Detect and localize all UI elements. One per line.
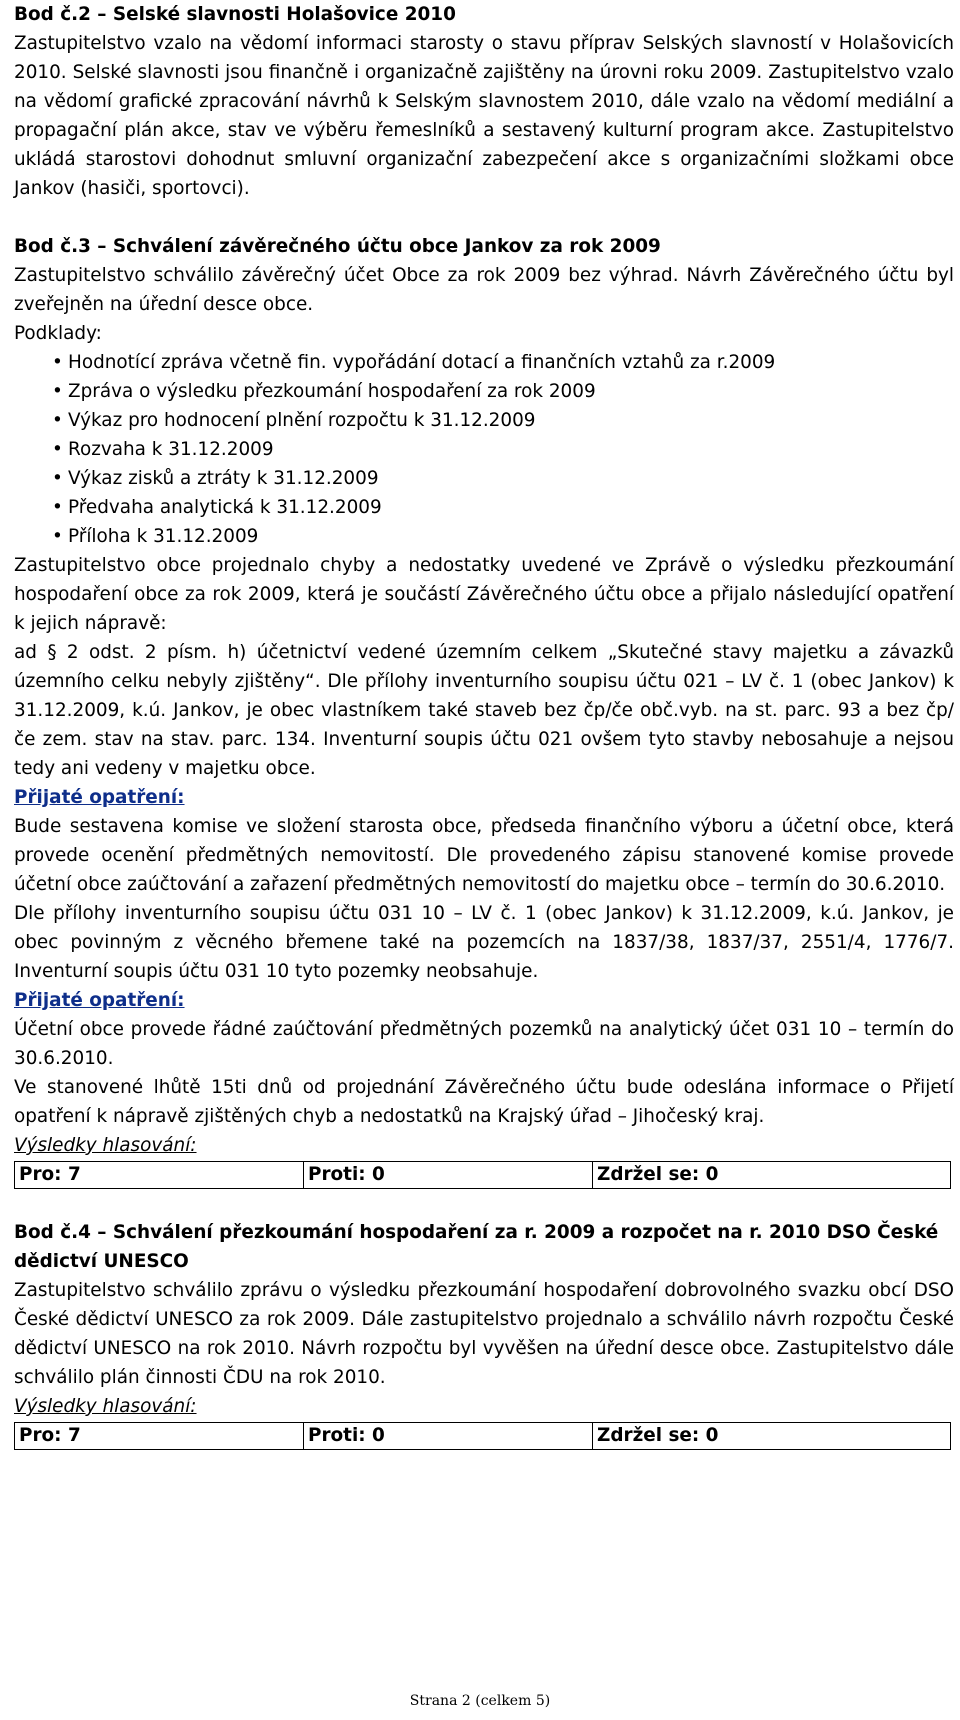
paragraph: Dle přílohy inventurního soupisu účtu 031 10 – LV č. 1 (obec Jankov) k 31.12.2009, k.ú. Jankov, je obec povinným z věcného břemene také na pozemcích na 1837/38, 1837/37, 2551/4, 1776/7. Inventurní soupis účtu 031 10 tyto pozemky neobsahuje. (14, 903, 954, 982)
vote-proti: Proti: 0 (304, 1162, 593, 1189)
opatreni-label: Přijaté opatření: (14, 990, 185, 1011)
footer-label: Strana (409, 1693, 458, 1709)
section-heading: Bod č.3 – Schválení závěrečného účtu obce Jankov za rok 2009 (14, 236, 661, 257)
footer-total: 5) (535, 1693, 551, 1709)
vote-zdrzel: Zdržel se: 0 (593, 1162, 951, 1189)
section-heading: Bod č.4 – Schválení přezkoumání hospodaření za r. 2009 a rozpočet na r. 2010 DSO České dědictví UNESCO (14, 1222, 939, 1272)
paragraph: Zastupitelstvo schválilo zprávu o výsledku přezkoumání hospodaření dobrovolného svazku obcí DSO České dědictví UNESCO za rok 2009. Dále zastupitelstvo projednalo a schválilo návrh rozpočtu České dědictví UNESCO na rok 2010. Návrh rozpočtu byl vyvěšen na úřední desce obce. Zastupitelstvo dále schválilo plán činnosti ČDU na rok 2010. (14, 1280, 954, 1388)
page-footer (0, 1692, 960, 1710)
vote-zdrzel: Zdržel se: 0 (593, 1423, 951, 1450)
vote-pro: Pro: 7 (15, 1162, 304, 1189)
footer-page: 2 (461, 1693, 471, 1709)
paragraph: Účetní obce provede řádné zaúčtování předmětných pozemků na analytický účet 031 10 – termín do 30.6.2010. (14, 1019, 954, 1069)
opatreni-label: Přijaté opatření: (14, 787, 185, 808)
vote-table (14, 1422, 951, 1450)
paragraph: Bude sestavena komise ve složení starosta obce, předseda finančního výboru a účetní obce, která provede ocenění předmětných nemovitostí. Dle provedeného zápisu stanovené komise provede účetní obce zaúčtování a zařazení předmětných nemovitostí do majetku obce – termín do 30.6.2010. (14, 816, 954, 895)
vote-proti: Proti: 0 (304, 1423, 593, 1450)
vote-table (14, 1161, 951, 1189)
vote-pro: Pro: 7 (15, 1423, 304, 1450)
paragraph: ad § 2 odst. 2 písm. h) účetnictví vedené územním celkem „Skutečné stavy majetku a závazků územního celku nebyly zjištěny“. Dle přílohy inventurního soupisu účtu 021 – LV č. 1 (obec Jankov) k 31.12.2009, k.ú. Jankov, je obec vlastníkem také staveb bez čp/če obč.vyb. na st. parc. 93 a bez čp/če zem. stav na stav. parc. 134. Inventurní soupis účtu 021 ovšem tyto stavby nebosahuje a nejsou tedy ani vedeny v majetku obce. (14, 642, 954, 779)
paragraph: Zastupitelstvo obce projednalo chyby a nedostatky uvedené ve Zprávě o výsledku přezkoumání hospodaření obce za rok 2009, která je součástí Závěrečného účtu obce a přijalo následující opatření k jejich nápravě: (14, 555, 954, 634)
spacer (14, 203, 954, 232)
list-item: • Příloha k 31.12.2009 (52, 522, 954, 551)
paragraph: Ve stanovené lhůtě 15ti dnů od projednání Závěrečného účtu bude odeslána informace o Přijetí opatření k nápravě zjištěných chyb a nedostatků na Krajský úřad – Jihočeský kraj. (14, 1077, 954, 1127)
list-item: • Výkaz pro hodnocení plnění rozpočtu k 31.12.2009 (52, 406, 954, 435)
footer-of-label: (celkem (475, 1693, 532, 1709)
paragraph: Zastupitelstvo vzalo na vědomí informaci starosty o stavu příprav Selských slavností v Holašovicích 2010. Selské slavnosti jsou finančně i organizačně zajištěny na úrovni roku 2009. Zastupitelstvo vzalo na vědomí grafické zpracování návrhů k Selským slavnostem 2010, dále vzalo na vědomí mediální a propagační plán akce, stav ve výběru řemeslníků a sestavený kulturní program akce. Zastupitelstvo ukládá starostovi dohodnut smluvní organizační zabezpečení akce s organizačními složkami obce Jankov (hasiči, sportovci). (14, 33, 954, 199)
vysledky-label: Výsledky hlasování: (14, 1135, 197, 1156)
table-row (15, 1423, 951, 1450)
podklady-list (14, 348, 954, 551)
section-bod-2 (14, 0, 954, 203)
podklady-label: Podklady: (14, 323, 102, 344)
spacer (14, 1189, 954, 1218)
document-page (14, 0, 954, 1450)
list-item: • Rozvaha k 31.12.2009 (52, 435, 954, 464)
list-item: • Výkaz zisků a ztráty k 31.12.2009 (52, 464, 954, 493)
list-item: • Hodnotící zpráva včetně fin. vypořádání dotací a finančních vztahů za r.2009 (52, 348, 954, 377)
section-bod-3 (14, 232, 954, 1189)
list-item: • Předvaha analytická k 31.12.2009 (52, 493, 954, 522)
section-heading: Bod č.2 – Selské slavnosti Holašovice 2010 (14, 4, 456, 25)
paragraph: Zastupitelstvo schválilo závěrečný účet Obce za rok 2009 bez výhrad. Návrh Závěrečného účtu byl zveřejněn na úřední desce obce. (14, 265, 954, 315)
section-bod-4 (14, 1218, 954, 1450)
vysledky-label: Výsledky hlasování: (14, 1396, 197, 1417)
list-item: • Zpráva o výsledku přezkoumání hospodaření za rok 2009 (52, 377, 954, 406)
table-row (15, 1162, 951, 1189)
